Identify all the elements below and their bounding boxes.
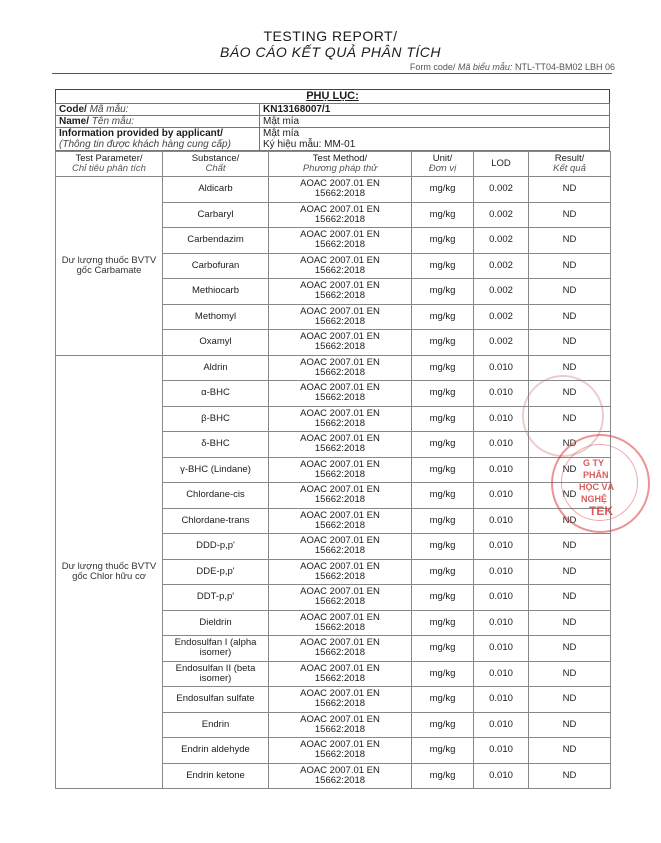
lod-cell: 0.010: [474, 457, 529, 483]
result-cell: ND: [529, 228, 611, 254]
substance-cell: Chlordane-trans: [163, 508, 269, 534]
method-cell: [269, 279, 412, 305]
unit-cell: mg/kg: [412, 406, 474, 432]
method-line-1: AOAC 2007.01 EN: [300, 382, 380, 394]
method-line-1: AOAC 2007.01 EN: [300, 535, 380, 547]
unit-cell: mg/kg: [412, 661, 474, 687]
method-line-2: 15662:2018: [314, 749, 366, 761]
method-cell: [269, 432, 412, 458]
sample-info-table: [55, 103, 610, 151]
info-row: [56, 104, 610, 116]
method-cell: [269, 585, 412, 611]
unit-cell: mg/kg: [412, 355, 474, 381]
column-header: [56, 152, 163, 177]
substance-cell: Chlordane-cis: [163, 483, 269, 509]
unit-cell: mg/kg: [412, 457, 474, 483]
result-cell: ND: [529, 559, 611, 585]
method-line-2: 15662:2018: [314, 698, 366, 710]
column-header-vi: Chất: [205, 163, 226, 174]
info-label-vi: (Thông tin được khách hàng cung cấp): [59, 139, 231, 150]
lod-cell: 0.010: [474, 585, 529, 611]
method-line-2: 15662:2018: [314, 366, 366, 378]
method-cell: [269, 330, 412, 356]
method-line-2: 15662:2018: [314, 468, 366, 480]
unit-cell: mg/kg: [412, 610, 474, 636]
lod-cell: 0.010: [474, 508, 529, 534]
substance-cell: DDD-p,p': [163, 534, 269, 560]
lod-cell: 0.010: [474, 355, 529, 381]
method-line-1: AOAC 2007.01 EN: [300, 433, 380, 445]
method-cell: [269, 228, 412, 254]
substance-cell: δ-BHC: [163, 432, 269, 458]
unit-cell: mg/kg: [412, 687, 474, 713]
method-line-1: AOAC 2007.01 EN: [300, 254, 380, 266]
method-cell: [269, 483, 412, 509]
result-cell: ND: [529, 304, 611, 330]
column-header-en: LOD: [491, 158, 511, 169]
method-line-2: 15662:2018: [314, 519, 366, 531]
report-title-en: TESTING REPORT/: [263, 28, 398, 44]
result-cell: ND: [529, 585, 611, 611]
column-header-en: Test Method/: [312, 153, 368, 164]
substance-cell: Endosulfan I (alpha isomer): [163, 636, 269, 662]
method-line-1: AOAC 2007.01 EN: [300, 662, 380, 674]
appendix-title-text: PHỤ LỤC:: [306, 90, 359, 102]
lod-cell: 0.002: [474, 330, 529, 356]
method-line-1: AOAC 2007.01 EN: [300, 356, 380, 368]
method-line-1: AOAC 2007.01 EN: [300, 739, 380, 751]
column-header-en: Substance/: [191, 153, 240, 164]
lod-cell: 0.002: [474, 253, 529, 279]
method-cell: [269, 355, 412, 381]
result-cell: ND: [529, 457, 611, 483]
substance-cell: β-BHC: [163, 406, 269, 432]
column-header-vi: Đơn vị: [428, 163, 457, 174]
substance-cell: Endrin: [163, 712, 269, 738]
result-cell: ND: [529, 177, 611, 203]
result-cell: ND: [529, 202, 611, 228]
table-row: [56, 355, 611, 381]
report-title-vi: BÁO CÁO KẾT QUẢ PHÂN TÍCH: [220, 44, 441, 60]
method-line-1: AOAC 2007.01 EN: [300, 407, 380, 419]
lod-cell: 0.002: [474, 304, 529, 330]
method-cell: [269, 738, 412, 764]
method-line-1: AOAC 2007.01 EN: [300, 484, 380, 496]
unit-cell: mg/kg: [412, 202, 474, 228]
method-line-1: AOAC 2007.01 EN: [300, 458, 380, 470]
group-name: Dư lượng thuốc BVTV gốc Carbamate: [56, 177, 163, 356]
method-line-2: 15662:2018: [314, 264, 366, 276]
method-line-2: 15662:2018: [314, 672, 366, 684]
result-cell: ND: [529, 483, 611, 509]
method-line-2: 15662:2018: [314, 213, 366, 225]
unit-cell: mg/kg: [412, 559, 474, 585]
result-cell: ND: [529, 406, 611, 432]
method-cell: [269, 406, 412, 432]
substance-cell: Carbendazim: [163, 228, 269, 254]
method-cell: [269, 253, 412, 279]
method-cell: [269, 534, 412, 560]
info-value: KN13168007/1: [263, 104, 331, 115]
info-label-cell: [56, 116, 260, 128]
unit-cell: mg/kg: [412, 534, 474, 560]
result-cell: ND: [529, 381, 611, 407]
method-line-2: 15662:2018: [314, 341, 366, 353]
lod-cell: 0.010: [474, 483, 529, 509]
method-line-1: AOAC 2007.01 EN: [300, 331, 380, 343]
seal-line-2: PHÂN: [583, 470, 609, 480]
method-line-2: 15662:2018: [314, 392, 366, 404]
info-value-cell: [260, 104, 610, 116]
unit-cell: mg/kg: [412, 304, 474, 330]
method-cell: [269, 177, 412, 203]
form-code-value: NTL-TT04-BM02 LBH 06: [514, 62, 615, 72]
column-header: [529, 152, 611, 177]
result-cell: ND: [529, 687, 611, 713]
lod-cell: 0.010: [474, 610, 529, 636]
group-name: Dư lượng thuốc BVTV gốc Chlor hữu cơ: [56, 355, 163, 789]
method-cell: [269, 457, 412, 483]
lod-cell: 0.010: [474, 636, 529, 662]
lod-cell: 0.010: [474, 381, 529, 407]
column-header-en: Result/: [554, 153, 585, 164]
method-line-2: 15662:2018: [314, 723, 366, 735]
column-header-vi: Chỉ tiêu phân tích: [72, 163, 146, 174]
method-line-2: 15662:2018: [314, 315, 366, 327]
substance-cell: Carbofuran: [163, 253, 269, 279]
method-line-1: AOAC 2007.01 EN: [300, 688, 380, 700]
result-cell: ND: [529, 712, 611, 738]
info-row: [56, 128, 610, 151]
column-header-en: Test Parameter/: [75, 153, 143, 164]
method-line-1: AOAC 2007.01 EN: [300, 203, 380, 215]
substance-cell: Methomyl: [163, 304, 269, 330]
substance-cell: α-BHC: [163, 381, 269, 407]
form-code-label-vi: Mã biểu mẫu:: [457, 62, 513, 72]
form-code: [410, 62, 615, 72]
lod-cell: 0.002: [474, 202, 529, 228]
result-cell: ND: [529, 253, 611, 279]
info-value-cell: [260, 116, 610, 128]
info-label-vi: Mã mẫu:: [89, 104, 129, 115]
column-header: [163, 152, 269, 177]
unit-cell: mg/kg: [412, 738, 474, 764]
results-header-row: [56, 152, 611, 177]
result-cell: ND: [529, 432, 611, 458]
method-line-2: 15662:2018: [314, 774, 366, 786]
info-value: Mật mía: [263, 128, 300, 139]
info-value-2: Ký hiệu mẫu: MM-01: [263, 139, 356, 150]
lod-cell: 0.010: [474, 661, 529, 687]
lod-cell: 0.010: [474, 687, 529, 713]
header-divider: [52, 73, 612, 74]
results-table: [55, 151, 611, 789]
unit-cell: mg/kg: [412, 712, 474, 738]
substance-cell: Aldicarb: [163, 177, 269, 203]
method-line-1: AOAC 2007.01 EN: [300, 229, 380, 241]
unit-cell: mg/kg: [412, 330, 474, 356]
method-cell: [269, 636, 412, 662]
info-row: [56, 116, 610, 128]
unit-cell: mg/kg: [412, 177, 474, 203]
method-line-2: 15662:2018: [314, 290, 366, 302]
lod-cell: 0.010: [474, 763, 529, 789]
method-cell: [269, 687, 412, 713]
info-value: Mật mía: [263, 116, 300, 127]
seal-line-1: G TY: [583, 458, 605, 468]
method-line-2: 15662:2018: [314, 545, 366, 557]
table-row: [56, 177, 611, 203]
info-label: Name/: [59, 116, 90, 127]
method-line-2: 15662:2018: [314, 570, 366, 582]
result-cell: ND: [529, 610, 611, 636]
substance-cell: DDE-p,p': [163, 559, 269, 585]
method-line-1: AOAC 2007.01 EN: [300, 178, 380, 190]
info-label-cell: [56, 128, 260, 151]
method-line-1: AOAC 2007.01 EN: [300, 637, 380, 649]
method-cell: [269, 559, 412, 585]
seal-line-4: NGHỆ: [581, 494, 608, 504]
method-line-2: 15662:2018: [314, 443, 366, 455]
seal-line-3: HỌC VÀ: [579, 482, 615, 492]
method-cell: [269, 508, 412, 534]
column-header: [412, 152, 474, 177]
unit-cell: mg/kg: [412, 228, 474, 254]
column-header: [269, 152, 412, 177]
unit-cell: mg/kg: [412, 253, 474, 279]
method-cell: [269, 712, 412, 738]
lod-cell: 0.010: [474, 534, 529, 560]
method-cell: [269, 610, 412, 636]
result-cell: ND: [529, 763, 611, 789]
substance-cell: Endosulfan sulfate: [163, 687, 269, 713]
substance-cell: Endrin aldehyde: [163, 738, 269, 764]
substance-cell: Methiocarb: [163, 279, 269, 305]
substance-cell: Dieldrin: [163, 610, 269, 636]
lod-cell: 0.010: [474, 432, 529, 458]
result-cell: ND: [529, 508, 611, 534]
method-line-2: 15662:2018: [314, 494, 366, 506]
method-line-1: AOAC 2007.01 EN: [300, 586, 380, 598]
result-cell: ND: [529, 738, 611, 764]
lod-cell: 0.010: [474, 738, 529, 764]
unit-cell: mg/kg: [412, 483, 474, 509]
substance-cell: DDT-p,p': [163, 585, 269, 611]
unit-cell: mg/kg: [412, 508, 474, 534]
method-line-1: AOAC 2007.01 EN: [300, 713, 380, 725]
lod-cell: 0.010: [474, 406, 529, 432]
substance-cell: Carbaryl: [163, 202, 269, 228]
method-line-1: AOAC 2007.01 EN: [300, 560, 380, 572]
column-header: [474, 152, 529, 177]
method-line-1: AOAC 2007.01 EN: [300, 509, 380, 521]
method-line-1: AOAC 2007.01 EN: [300, 764, 380, 776]
info-label: Information provided by applicant/: [59, 128, 223, 139]
column-header-vi: Kết quả: [553, 163, 586, 174]
info-label-cell: [56, 104, 260, 116]
info-label-vi: Tên mẫu:: [91, 116, 135, 127]
method-line-1: AOAC 2007.01 EN: [300, 611, 380, 623]
unit-cell: mg/kg: [412, 381, 474, 407]
result-cell: ND: [529, 534, 611, 560]
appendix-title: [55, 89, 610, 103]
lod-cell: 0.002: [474, 177, 529, 203]
lod-cell: 0.010: [474, 712, 529, 738]
unit-cell: mg/kg: [412, 585, 474, 611]
unit-cell: mg/kg: [412, 279, 474, 305]
lod-cell: 0.002: [474, 279, 529, 305]
method-line-2: 15662:2018: [314, 188, 366, 200]
unit-cell: mg/kg: [412, 636, 474, 662]
method-line-2: 15662:2018: [314, 596, 366, 608]
substance-cell: Endosulfan II (beta isomer): [163, 661, 269, 687]
substance-cell: γ-BHC (Lindane): [163, 457, 269, 483]
result-cell: ND: [529, 636, 611, 662]
seal-main-text: TEK: [589, 504, 613, 518]
method-line-1: AOAC 2007.01 EN: [300, 305, 380, 317]
unit-cell: mg/kg: [412, 763, 474, 789]
result-cell: ND: [529, 355, 611, 381]
method-line-2: 15662:2018: [314, 417, 366, 429]
appendix-sheet: [55, 89, 610, 789]
substance-cell: Aldrin: [163, 355, 269, 381]
lod-cell: 0.010: [474, 559, 529, 585]
unit-cell: mg/kg: [412, 432, 474, 458]
lod-cell: 0.002: [474, 228, 529, 254]
method-line-2: 15662:2018: [314, 239, 366, 251]
method-cell: [269, 381, 412, 407]
substance-cell: Oxamyl: [163, 330, 269, 356]
result-cell: ND: [529, 661, 611, 687]
method-cell: [269, 304, 412, 330]
method-cell: [269, 763, 412, 789]
column-header-en: Unit/: [432, 153, 453, 164]
method-line-2: 15662:2018: [314, 621, 366, 633]
result-cell: ND: [529, 279, 611, 305]
info-value-cell: [260, 128, 610, 151]
form-code-label: Form code/: [409, 62, 456, 72]
method-cell: [269, 661, 412, 687]
substance-cell: Endrin ketone: [163, 763, 269, 789]
result-cell: ND: [529, 330, 611, 356]
method-cell: [269, 202, 412, 228]
column-header-vi: Phương pháp thử: [302, 163, 378, 174]
method-line-1: AOAC 2007.01 EN: [300, 280, 380, 292]
method-line-2: 15662:2018: [314, 647, 366, 659]
info-label: Code/: [59, 104, 87, 115]
